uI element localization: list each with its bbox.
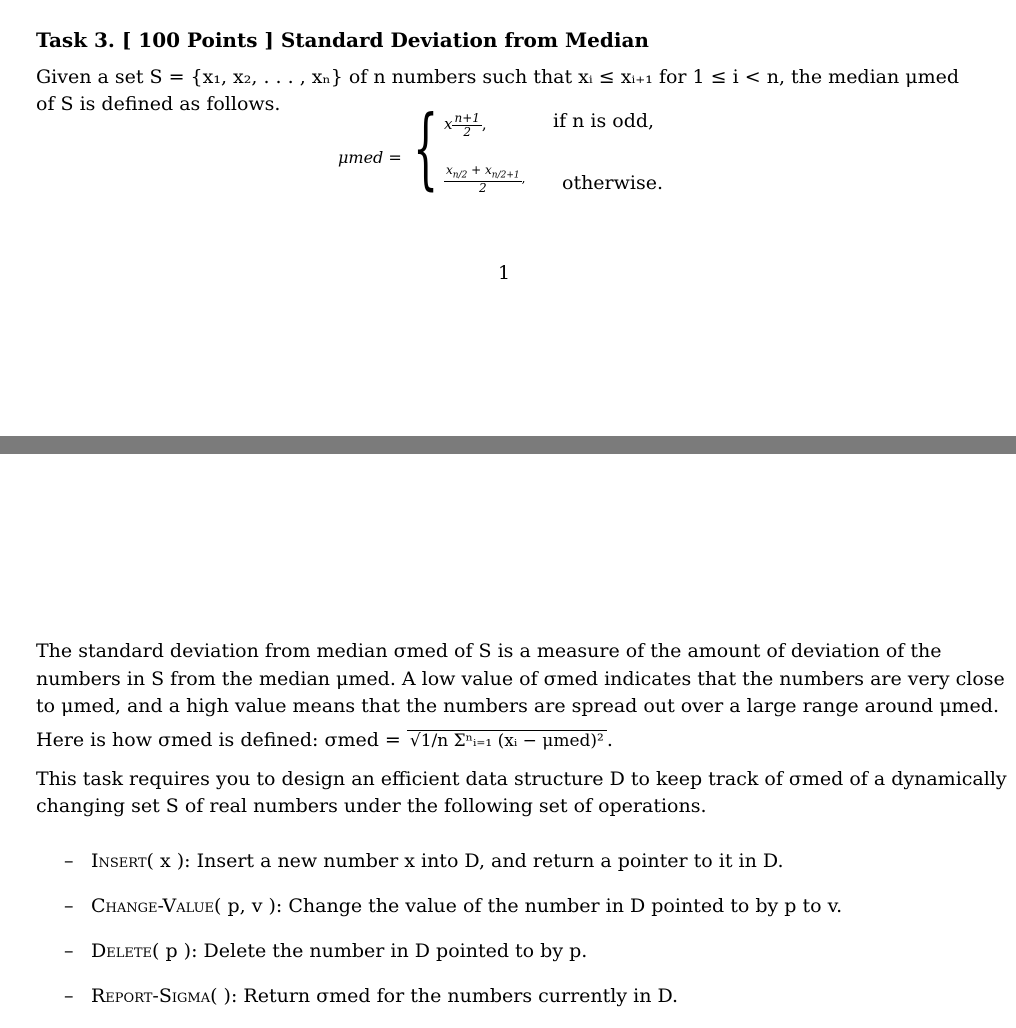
operation-delete: – Delete( p ): Delete the number in D pointed to by p.: [64, 940, 588, 962]
sigma-formula: √1/n Σⁿᵢ₌₁ (xᵢ − μmed)²: [407, 730, 607, 751]
para1-line-4: Here is how σmed is defined: σmed = √1/n Σⁿᵢ₌₁ (xᵢ − μmed)² .: [36, 729, 613, 751]
para1-line-1: The standard deviation from median σmed of S is a measure of the amount of deviation of the: [36, 640, 942, 662]
case-odd-expression: x $\frac{n+1}{2}$ ,: [444, 111, 487, 139]
para2-line-1: This task requires you to design an efficient data structure D to keep track of σmed of a dynamically: [36, 768, 1007, 790]
para1-line-3: to μmed, and a high value means that the numbers are spread out over a large range around μmed.: [36, 695, 1000, 717]
case-even-expression: $\frac{x_{n/2} + x_{n/2+1}}{2}$ ,: [446, 163, 526, 196]
cases-brace: {: [413, 96, 439, 199]
task-heading: Task 3. [ 100 Points ] Standard Deviation from Median: [36, 28, 649, 52]
operation-report-sigma: – Report-Sigma( ): Return σmed for the numbers currently in D.: [64, 985, 679, 1007]
median-formula-lhs: μmed =: [338, 148, 402, 167]
para1-line-2: numbers in S from the median μmed. A low value of σmed indicates that the numbers are very close: [36, 668, 1005, 690]
intro-line-2: of S is defined as follows.: [36, 93, 281, 115]
operation-change-value: – Change-Value( p, v ): Change the value of the number in D pointed to by p to v.: [64, 895, 843, 917]
operation-insert: – Insert( x ): Insert a new number x into D, and return a pointer to it in D.: [64, 850, 784, 872]
case-odd-condition: if n is odd,: [553, 110, 655, 132]
para2-line-2: changing set S of real numbers under the following set of operations.: [36, 795, 707, 817]
sigma-definition-prefix: Here is how σmed is defined: σmed =: [36, 729, 401, 751]
page-divider: [0, 436, 1016, 454]
page-number: 1: [498, 262, 511, 284]
intro-line-1: Given a set S = {x₁, x₂, . . . , xₙ} of n numbers such that xᵢ ≤ xᵢ₊₁ for 1 ≤ i < n, the median μmed: [36, 66, 960, 88]
case-even-condition: otherwise.: [562, 172, 664, 194]
